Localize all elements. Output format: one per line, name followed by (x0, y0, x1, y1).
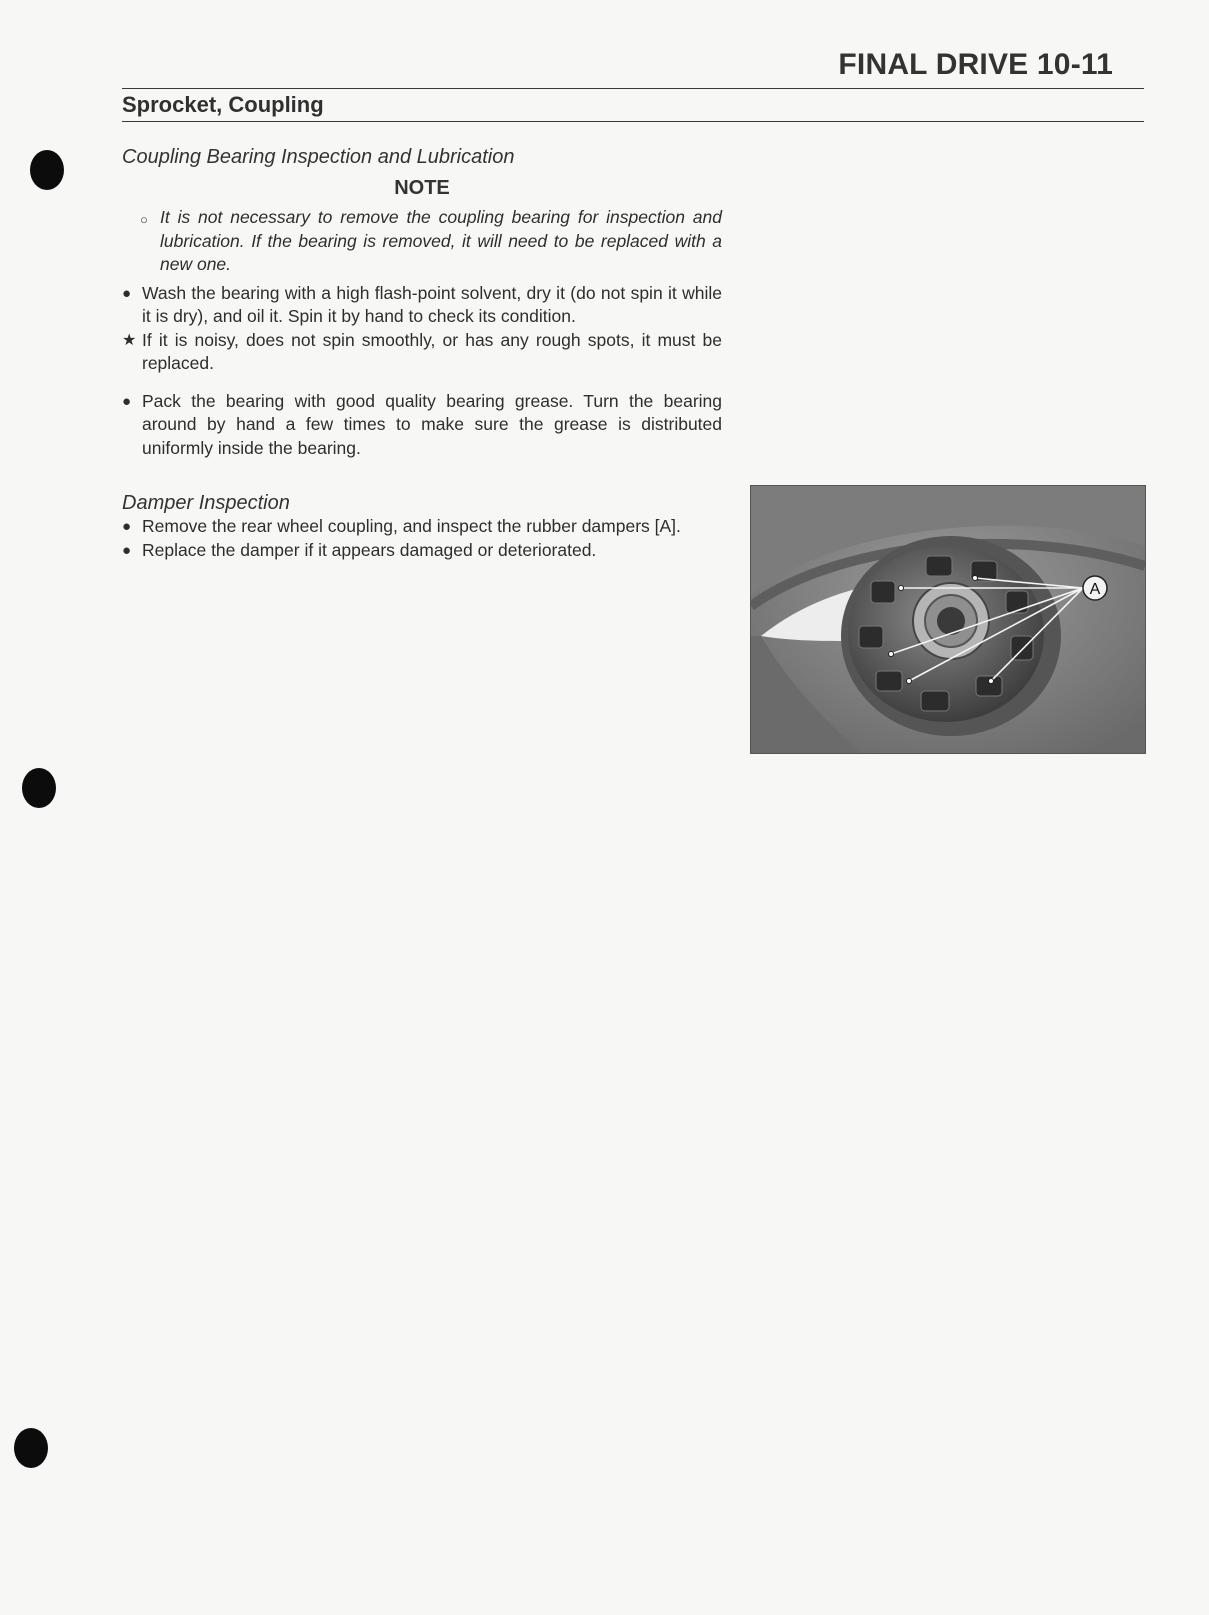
step-item (122, 390, 722, 461)
bullet-icon: ● (122, 392, 132, 410)
coupling-bearing-section (122, 146, 722, 460)
section-rule (122, 121, 1144, 122)
damper-heading: Damper Inspection (122, 492, 290, 514)
damper-section (122, 492, 722, 562)
step-text: If it is noisy, does not spin smoothly, or has any rough spots, it must be replaced. (142, 329, 722, 373)
header-rule (122, 88, 1144, 89)
punch-hole-top (30, 150, 64, 190)
step-text: Remove the rear wheel coupling, and inspect the rubber dampers [A]. (142, 516, 681, 536)
step-item (122, 515, 722, 539)
note-text: It is not necessary to remove the coupling bearing for inspection and lubrication. If the bearing is removed, it will need to be replaced with a new one. (160, 207, 722, 274)
hollow-circle-icon: ○ (140, 212, 148, 227)
bullet-icon: ● (122, 284, 132, 302)
coupling-bearing-heading: Coupling Bearing Inspection and Lubrication (122, 146, 515, 168)
star-icon: ★ (122, 331, 137, 349)
coupling-damper-photo (750, 485, 1146, 754)
bullet-icon: ● (122, 541, 132, 559)
punch-hole-bottom (14, 1428, 48, 1468)
step-item (122, 329, 722, 376)
step-text: Pack the bearing with good quality bearing grease. Turn the bearing around by hand a few times to make sure the grease is distributed uniformly inside the bearing. (142, 390, 722, 458)
page-header-title: FINAL DRIVE 10-11 (838, 48, 1113, 81)
note-label: NOTE (394, 177, 450, 199)
step-item (122, 539, 722, 563)
punch-hole-middle (22, 768, 56, 808)
section-title: Sprocket, Coupling (122, 92, 324, 117)
step-item (122, 282, 722, 329)
step-text: Wash the bearing with a high flash-point solvent, dry it (do not spin it while it is dry), and oil it. Spin it by hand to check its condition. (142, 282, 722, 326)
bullet-icon: ● (122, 518, 132, 535)
note-item (122, 206, 722, 277)
callout-label: A (1089, 581, 1101, 598)
step-text: Replace the damper if it appears damaged or deteriorated. (142, 539, 597, 560)
